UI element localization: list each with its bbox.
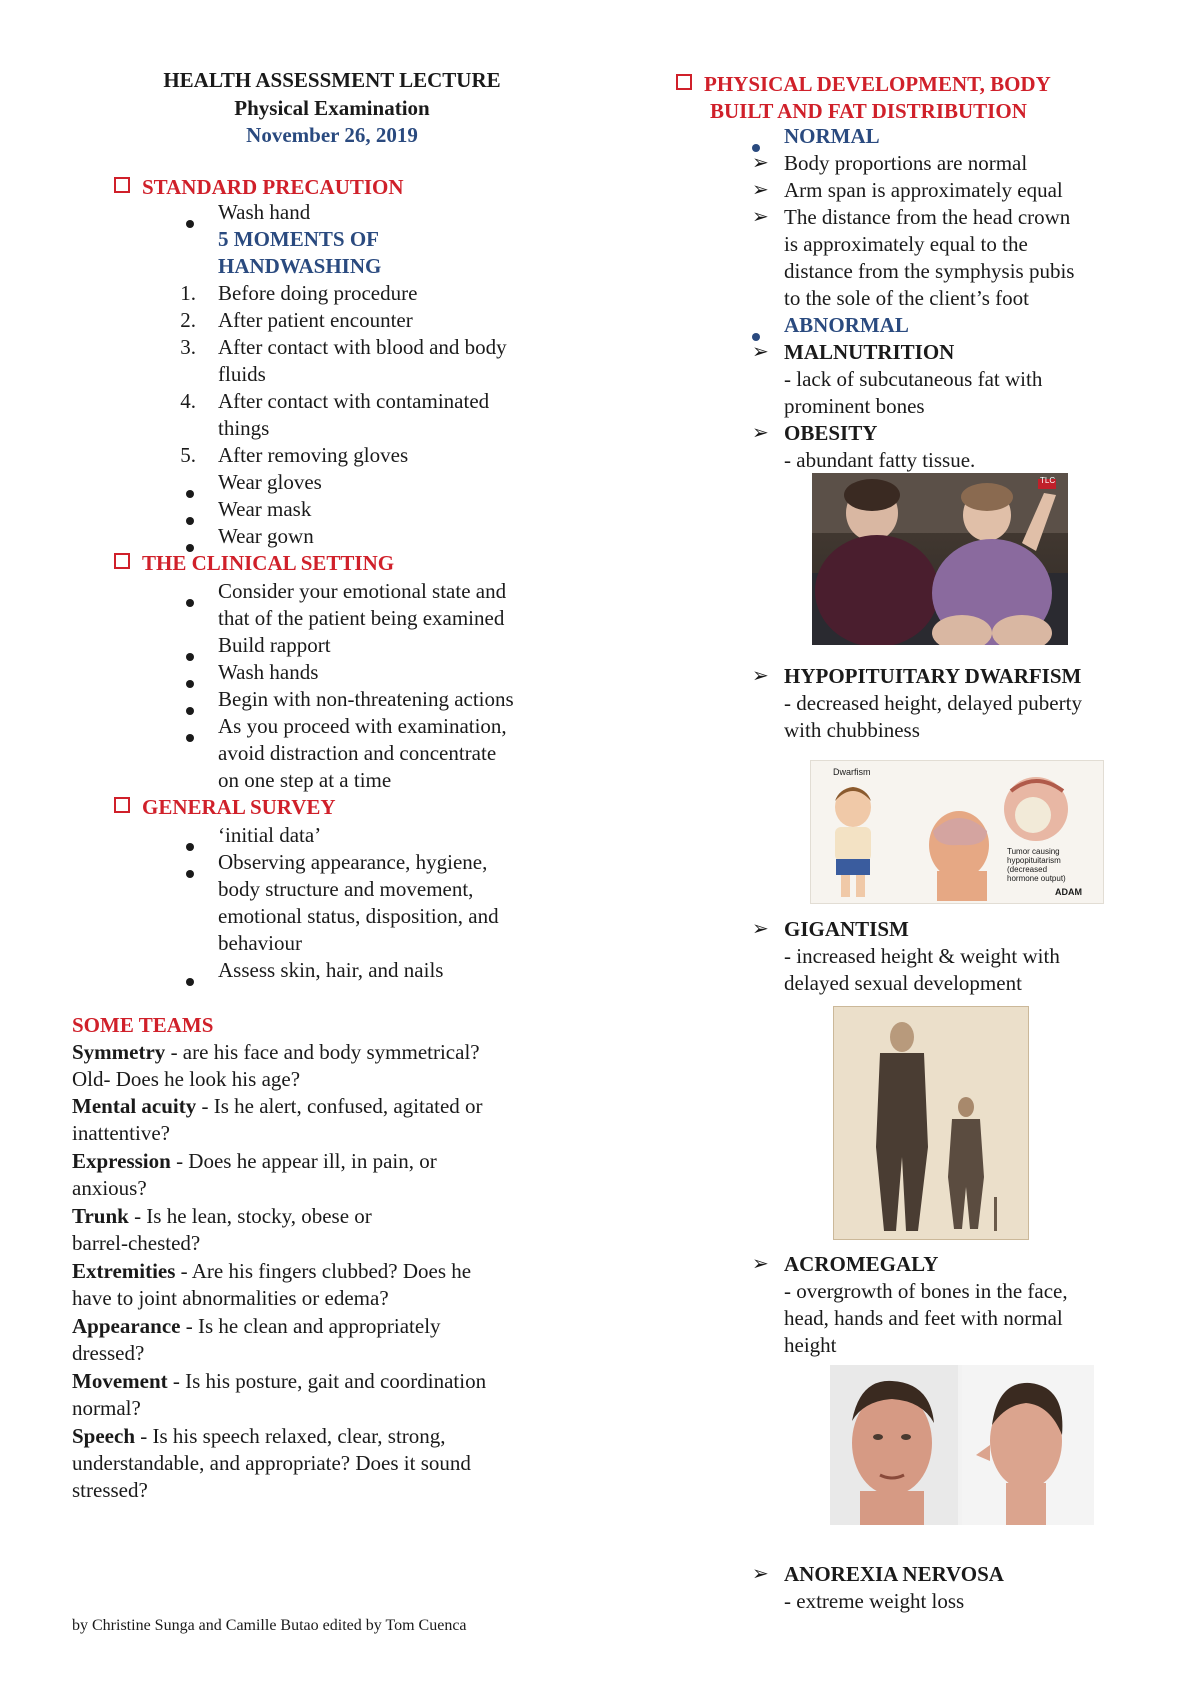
teams-heading: SOME TEAMS xyxy=(72,1013,214,1037)
list-item: After contact with blood and body xyxy=(218,335,507,359)
bullet-icon xyxy=(186,843,194,851)
condition-title: HYPOPITUITARY DWARFISM xyxy=(784,664,1082,688)
section-general-survey: GENERAL SURVEY xyxy=(114,793,336,821)
arrow-bullet-icon: ➢ xyxy=(752,422,769,444)
team-movement-cont: normal? xyxy=(72,1396,141,1420)
list-item: Wear gloves xyxy=(218,470,322,494)
condition-desc: - decreased height, delayed puberty xyxy=(784,691,1082,715)
list-item: After contact with contaminated xyxy=(218,389,490,413)
arrow-bullet-icon: ➢ xyxy=(752,206,769,228)
list-number: 2. xyxy=(180,308,196,332)
condition-desc: - overgrowth of bones in the face, xyxy=(784,1279,1068,1303)
list-item: After removing gloves xyxy=(218,443,409,467)
list-item: ‘initial data’ xyxy=(218,823,322,847)
list-item: emotional status, disposition, and xyxy=(218,904,499,928)
arrow-bullet-icon: ➢ xyxy=(752,341,769,363)
list-item: that of the patient being examined xyxy=(218,606,505,630)
list-item: avoid distraction and concentrate xyxy=(218,741,497,765)
checkbox-square-icon xyxy=(114,177,130,193)
condition-title: ANOREXIA NERVOSA xyxy=(784,1562,1004,1586)
list-number: 4. xyxy=(180,389,196,413)
team-old: Old- Does he look his age? xyxy=(72,1067,301,1091)
bullet-icon xyxy=(186,490,194,498)
team-trunk: Trunk - Is he lean, stocky, obese or xyxy=(72,1204,372,1228)
condition-desc: head, hands and feet with normal xyxy=(784,1306,1063,1330)
list-item: to the sole of the client’s foot xyxy=(784,286,1029,310)
condition-desc: - extreme weight loss xyxy=(784,1589,965,1613)
list-item: Wear gown xyxy=(218,524,314,548)
list-item: Consider your emotional state and xyxy=(218,579,507,603)
bullet-icon xyxy=(186,220,194,228)
condition-desc: - increased height & weight with xyxy=(784,944,1060,968)
list-item: body structure and movement, xyxy=(218,877,474,901)
arrow-bullet-icon: ➢ xyxy=(752,1563,769,1585)
checkbox-square-icon xyxy=(114,797,130,813)
team-mental: Mental acuity - Is he alert, confused, agitated or xyxy=(72,1094,483,1118)
tumor-label: hormone output) xyxy=(1007,874,1066,883)
bullet-icon xyxy=(186,978,194,986)
list-item: As you proceed with examination, xyxy=(218,714,507,738)
arrow-bullet-icon: ➢ xyxy=(752,1253,769,1275)
adam-logo: ADAM xyxy=(1055,887,1082,897)
list-item: Wash hand xyxy=(218,200,311,224)
list-item: on one step at a time xyxy=(218,768,392,792)
condition-title: OBESITY xyxy=(784,421,878,445)
condition-desc: - abundant fatty tissue. xyxy=(784,448,976,472)
condition-title: GIGANTISM xyxy=(784,917,909,941)
moments-heading: 5 MOMENTS OF xyxy=(218,227,379,251)
obesity-photo xyxy=(812,473,1068,645)
team-speech-cont: understandable, and appropriate? Does it sound xyxy=(72,1451,471,1475)
section-physical-development-cont: BUILT AND FAT DISTRIBUTION xyxy=(710,99,1027,123)
list-item: After patient encounter xyxy=(218,308,413,332)
list-item: Body proportions are normal xyxy=(784,151,1028,175)
list-number: 5. xyxy=(180,443,196,467)
section-clinical-setting: THE CLINICAL SETTING xyxy=(114,549,394,577)
condition-desc: - lack of subcutaneous fat with xyxy=(784,367,1043,391)
team-mental-cont: inattentive? xyxy=(72,1121,170,1145)
team-symmetry: Symmetry - are his face and body symmetrical? xyxy=(72,1040,480,1064)
gigantism-drawing xyxy=(834,1007,1028,1239)
condition-title: ACROMEGALY xyxy=(784,1252,939,1276)
section-standard-precaution: STANDARD PRECAUTION xyxy=(114,173,404,201)
normal-heading: NORMAL xyxy=(784,124,880,148)
list-item: Assess skin, hair, and nails xyxy=(218,958,444,982)
team-trunk-cont: barrel-chested? xyxy=(72,1231,201,1255)
list-item: distance from the symphysis pubis xyxy=(784,259,1075,283)
doc-date: November 26, 2019 xyxy=(246,123,418,147)
team-extremities: Extremities - Are his fingers clubbed? Does he xyxy=(72,1259,472,1283)
condition-desc: with chubbiness xyxy=(784,718,920,742)
tlc-logo: TLC xyxy=(1040,476,1056,485)
dwarfism-illustration xyxy=(810,760,1104,904)
bullet-icon xyxy=(186,653,194,661)
bullet-icon xyxy=(186,680,194,688)
team-movement: Movement - Is his posture, gait and coordination xyxy=(72,1369,487,1393)
list-item: is approximately equal to the xyxy=(784,232,1028,256)
acromegaly-drawing xyxy=(830,1365,1094,1525)
footer-credits: by Christine Sunga and Camille Butao edited by Tom Cuenca xyxy=(72,1617,467,1634)
bullet-icon xyxy=(186,517,194,525)
doc-title: HEALTH ASSESSMENT LECTURE xyxy=(163,68,501,92)
list-item: Begin with non-threatening actions xyxy=(218,687,514,711)
list-number: 1. xyxy=(180,281,196,305)
obesity-illustration xyxy=(812,473,1068,645)
checkbox-square-icon xyxy=(676,74,692,90)
list-item: behaviour xyxy=(218,931,302,955)
list-item: Wash hands xyxy=(218,660,319,684)
list-item: Wear mask xyxy=(218,497,312,521)
team-speech-cont: stressed? xyxy=(72,1478,148,1502)
bullet-icon xyxy=(186,599,194,607)
checkbox-square-icon xyxy=(114,553,130,569)
team-speech: Speech - Is his speech relaxed, clear, strong, xyxy=(72,1424,446,1448)
condition-desc: delayed sexual development xyxy=(784,971,1022,995)
moments-heading: HANDWASHING xyxy=(218,254,382,278)
list-item: fluids xyxy=(218,362,266,386)
team-expression-cont: anxious? xyxy=(72,1176,147,1200)
section-physical-development: PHYSICAL DEVELOPMENT, BODY xyxy=(676,70,1051,98)
dwarfism-label: Dwarfism xyxy=(833,767,871,777)
abnormal-heading: ABNORMAL xyxy=(784,313,909,337)
arrow-bullet-icon: ➢ xyxy=(752,179,769,201)
team-expression: Expression - Does he appear ill, in pain, or xyxy=(72,1149,437,1173)
list-number: 3. xyxy=(180,335,196,359)
condition-desc: prominent bones xyxy=(784,394,925,418)
bullet-icon xyxy=(186,734,194,742)
condition-title: MALNUTRITION xyxy=(784,340,955,364)
list-item: things xyxy=(218,416,270,440)
bullet-icon xyxy=(186,870,194,878)
arrow-bullet-icon: ➢ xyxy=(752,665,769,687)
condition-desc: height xyxy=(784,1333,837,1357)
arrow-bullet-icon: ➢ xyxy=(752,152,769,174)
team-appearance: Appearance - Is he clean and appropriately xyxy=(72,1314,441,1338)
list-item: Arm span is approximately equal xyxy=(784,178,1063,202)
acromegaly-photo xyxy=(830,1365,1094,1525)
tumor-label: Tumor causing xyxy=(1007,847,1060,856)
list-item: Before doing procedure xyxy=(218,281,418,305)
doc-subtitle: Physical Examination xyxy=(234,96,430,120)
gigantism-photo xyxy=(833,1006,1029,1240)
list-item: Build rapport xyxy=(218,633,331,657)
tumor-label: hypopituitarism xyxy=(1007,856,1061,865)
list-item: Observing appearance, hygiene, xyxy=(218,850,488,874)
tumor-label: (decreased xyxy=(1007,865,1048,874)
arrow-bullet-icon: ➢ xyxy=(752,918,769,940)
team-extremities-cont: have to joint abnormalities or edema? xyxy=(72,1286,389,1310)
list-item: The distance from the head crown xyxy=(784,205,1071,229)
team-appearance-cont: dressed? xyxy=(72,1341,145,1365)
bullet-icon xyxy=(186,707,194,715)
